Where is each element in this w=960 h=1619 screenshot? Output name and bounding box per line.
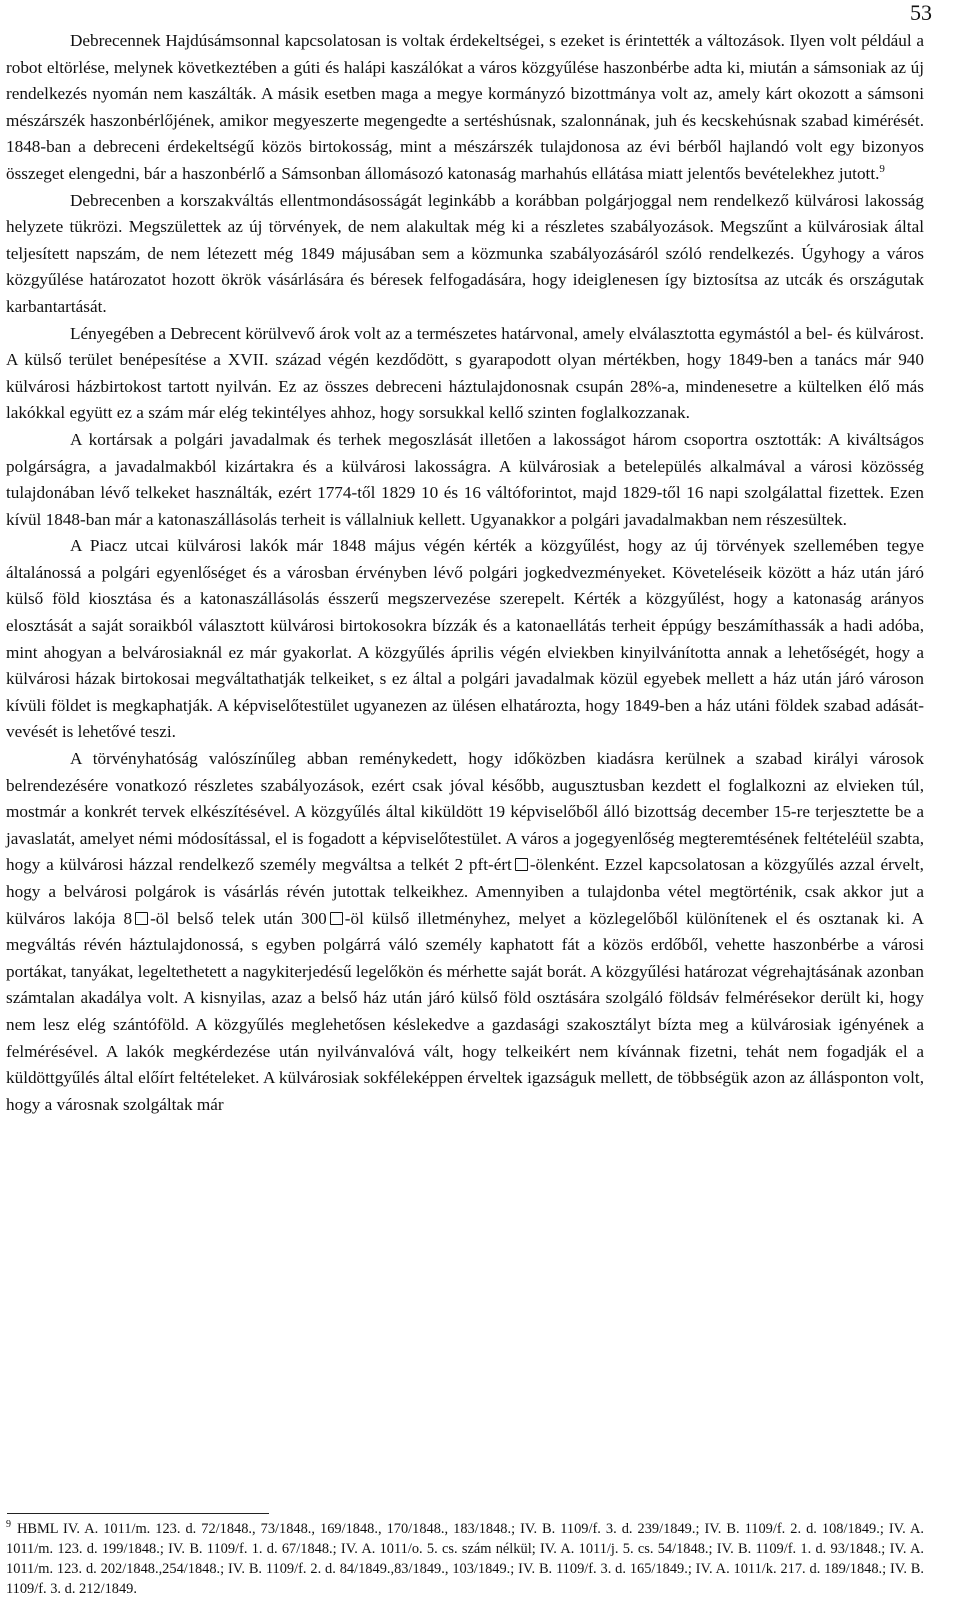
footnote-reference[interactable]: 9 xyxy=(879,162,885,175)
square-unit-icon xyxy=(330,912,343,925)
footnotes xyxy=(6,1519,924,1599)
paragraph-text: Debrecennek Hajdúsámsonnal kapcsolatosan is voltak érdekeltségei, s ezeket is érintették a változások. Ilyen volt például a robot eltörlése, melynek következtében a gúti és halápi kaszálókat a város közgyűlése haszonbérbe adta ki, miután a sámsoniak az új rendelkezés nyomán nem kaszálták. A másik esetben maga a megye kormányzó bizottmánya volt az, amely kárt okozott a sámsoni mészárszék haszonbérlőjének, amikor megyeszerte megengedte a sertéshúsnak, szalonnának, juh és kecskehúsnak szabad kimérését. 1848-ban a debreceni érdekeltségű közös birtokosság, mint a mészárszék tulajdonosa az évi bérből hajlandó volt egy bizonyos összeget elengedni, bár a haszonbérlő a Sámsonban állomásozó katonaság marhahús ellátása miatt jelentős bevételekhez jutott. xyxy=(6,31,924,183)
paragraph xyxy=(6,321,924,427)
footnote-text: HBML IV. A. 1011/m. 123. d. 72/1848., 73/1848., 169/1848., 170/1848., 183/1848.; IV. B. 1109/f. 3. d. 239/1849.; IV. B. 1109/f. 2. d. 108/1849.; IV. A. 1011/m. 123. d. 199/1848.; IV. B. 1109/f. 1. d. 67/1848.; IV. A. 1011/o. 5. cs. szám nélkül; IV. A. 1011/j. 5. cs. 54/1848.; IV. B. 1109/f. 1. d. 93/1848.; IV. A. 1011/m. 123. d. 202/1848.,254/1848.; IV. B. 1109/f. 2. d. 84/1849.,83/1849., 103/1849.; IV. B. 1109/f. 3. d. 165/1849.; IV. A. 1011/k. 217. d. 189/1848.; IV. B. 1109/f. 3. d. 212/1849. xyxy=(6,1521,924,1597)
square-unit-icon xyxy=(135,912,148,925)
footnote-divider xyxy=(7,1513,269,1514)
paragraph-text: Debrecenben a korszakváltás ellentmondásosságát leginkább a korábban polgárjoggal nem rendelkező külvárosi lakosság helyzete tükrözi. Megszülettek az új törvények, de nem alakultak még ki a részletes szabályozások. Megszűnt a külvárosiak által teljesített napszám, de nem létezett még 1849 májusában sem a közmunka szabályozásáról szóló rendelkezés. Úgyhogy a város közgyűlése határozatot hozott ökrök vásárlására és béresek felfogadására, hogy ideiglenesen így biztosítsa az utcák és országutak karbantartását. xyxy=(6,190,924,316)
paragraph xyxy=(6,427,924,533)
footnote xyxy=(6,1519,924,1599)
paragraph xyxy=(6,188,924,321)
square-unit-icon xyxy=(515,858,528,871)
paragraph xyxy=(6,746,924,1118)
paragraph-text: Lényegében a Debrecent körülvevő árok volt az a természetes határvonal, amely elválasztotta egymástól a bel- és külvárost. A külső terület benépesítése a XVII. század végén kezdődött, s gyarapodott olyan mértékben, hogy 1849-ben a tanács már 940 külvárosi házbirtokost tartott nyilván. Ez az összes debreceni háztulajdonosnak csupán 28%-a, mindenesetre a kültelken élő más lakókkal együtt ez a szám már elég tekintélyes ahhoz, hogy sorsukkal kellő szinten foglalkozzanak. xyxy=(6,323,924,423)
paragraph-text: -ölenként. Ezzel kapcsolatosan a közgyűlés azzal érvelt, hogy a belvárosi polgárok is vásárlás révén jutottak telkeikhez. Amennyiben a tulajdonba vétel megtörténik, csak akkor jut a külváros lakója 8 xyxy=(6,855,924,928)
paragraph-text: -öl külső illetményhez, melyet a közlegelőből különítenek el és osztanak ki. A megváltás révén háztulajdonossá, s egyben polgárrá váló személy kaphatott fát a közös erdőből, vehette haszonbérbe a városi portákat, tanyákat, legeltethetett a nagykiterjedésű legelőkön és mérhette saját borát. A közgyűlési határozat végrehajtásának azonban számtalan akadálya volt. A kisnyilas, azaz a belső ház után járó külső föld osztására szolgáló földsáv felmérésekor derült ki, hogy nem lesz elég szántóföld. A közgyűlés meglehetősen késlekedve a gazdasági szakosztályt bízta meg a külvárosiak igényének a felmérésével. A lakók megkérdezése után nyilvánvalóvá vált, hogy telkeikért nem kívánnak fizetni, tehát nem fogadják el a küldöttgyűlés által előírt feltételeket. A külvárosiak sokféleképpen érveltek igazságuk mellett, de többségük azon az állásponton volt, hogy a városnak szolgáltak már xyxy=(6,908,924,1114)
page-number: 53 xyxy=(910,0,932,25)
paragraph-text: A Piacz utcai külvárosi lakók már 1848 május végén kérték a közgyűlést, hogy az új törvények szellemében tegye általánossá a polgári egyenlőséget és a városban érvényben lévő polgári jogkedvezményeket. Követeléseik között a ház után járó külső föld kiosztása és a katonaszállásolás ésszerű megszervezése szerepelt. Kérték a közgyűlést, hogy a katonaság arányos elosztását a saját soraikból választott külvárosi birtokosokra bízzák és a katonaellátás terheit éppúgy beszámíthassák a hadi adóba, mint ahogyan a belvárosiaknál ez már gyakorlat. A közgyűlés április végén elviekben kinyilvánította annak a lehetőségét, hogy a külvárosi házak birtokosai megváltathatják telkeiket, s ez által a polgári javadalmak közül egyebek mellett a ház után járó városon kívüli földet is megkaphatják. A képviselőtestület ugyanezen az ülésen elhatározta, hogy 1849-ben a ház utáni földek szabad adását-vevését is lehetővé teszi. xyxy=(6,536,924,742)
paragraph-text: A kortársak a polgári javadalmak és terhek megoszlását illetően a lakosságot három csoportra osztották: A kiváltságos polgárságra, a javadalmakból kizártakra és a külvárosi lakosságra. A külvárosiak a betelepülés alkalmával a városi közösség tulajdonában lévő telkeket használták, ezért 1774-től 1829 10 és 16 váltóforintot, majd 1829-től 16 napi szolgálattal fizettek. Ezen kívül 1848-ban már a katonaszállásolás terheit is vállalniuk kellett. Ugyanakkor a polgári javadalmakban nem részesültek. xyxy=(6,429,924,529)
footnote-marker: 9 xyxy=(6,1519,11,1530)
body-text xyxy=(6,28,924,1118)
paragraph xyxy=(6,533,924,746)
paragraph xyxy=(6,28,924,188)
paragraph-text: A törvényhatóság valószínűleg abban reménykedett, hogy időközben kiadásra kerülnek a szabad királyi városok belrendezésére vonatkozó részletes szabályozások, ezért csak jóval később, augusztusban kezdett el foglalkozni az elvieken túl, mostmár a konkrét tervek elkészítésével. A közgyűlés által kiküldött 19 képviselőből álló bizottság december 15-re terjesztette be a javaslatát, amelyet némi módosítással, el is fogadott a képviselőtestület. A város a jogegyenlőség megteremtésének feltételéül szabta, hogy a külvárosi házzal rendelkező személy megváltsa a telkét 2 pft-ért xyxy=(6,749,924,875)
paragraph-text: -öl belső telek után 300 xyxy=(150,908,327,928)
